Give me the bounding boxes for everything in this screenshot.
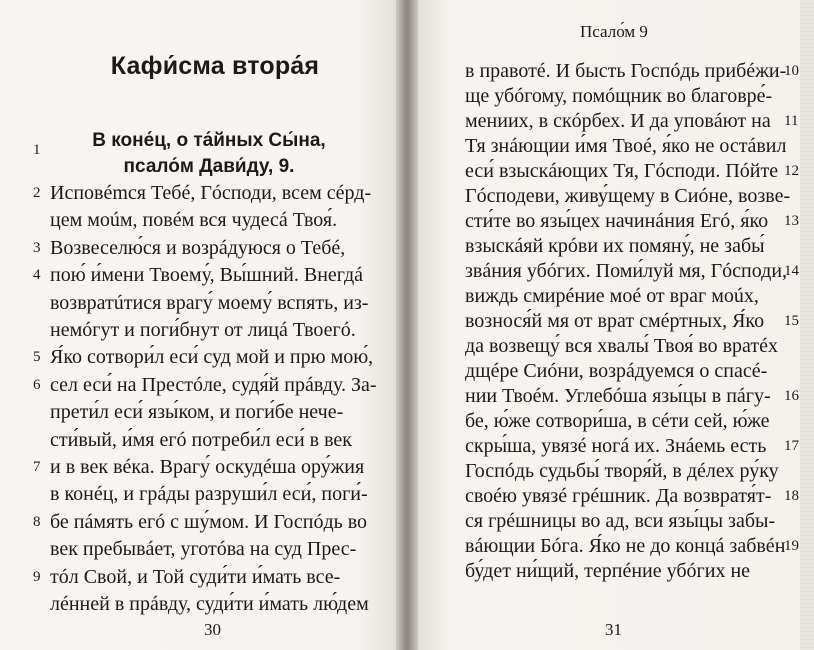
text-line: лéнней в прáвду, суди́ти и́мать лю́дем (50, 593, 369, 615)
text-line: тóл Свой, и Той суди́ти и́мать все- (50, 566, 341, 588)
verse-number: 18 (784, 488, 799, 504)
page-edges (800, 0, 814, 650)
text-line: Я́ко сотвори́л еси́ суд мой и прю мою́, (50, 346, 374, 368)
text-line: и в век вéка. Врагу́ оскудéша ору́жия (50, 456, 365, 478)
book-spine (396, 0, 418, 650)
text-line: Возвеселю́ся и возрáдуюся о Тебé, (50, 237, 346, 259)
verse-number: 10 (784, 63, 799, 79)
text-line: бе пáмять егó с шу́мом. И Госпóдь во (50, 511, 368, 533)
inscription-verse-number: 1 (33, 142, 41, 158)
text-line: век пребывáет, уготóва на суд Прес- (50, 538, 357, 560)
running-title: Псало́м 9 (580, 22, 648, 41)
verse-number: 6 (33, 377, 41, 393)
text-line: звáния убóгих. Поми́луй мя, Гóсподи, (465, 260, 788, 282)
text-line: возвратúтися врагу́ моему́ вспять, из- (50, 292, 369, 314)
verse-number: 15 (784, 313, 799, 329)
text-line: немóгут и поги́бнут от лицá Твоегó. (50, 319, 356, 341)
verse-number: 9 (33, 569, 41, 585)
text-line: взыскáяй крóви их помяну́, не забы́ (465, 235, 765, 257)
text-line: своéю увязé грéшник. Да возвратя́т- (465, 485, 772, 507)
verse-number: 13 (784, 213, 799, 229)
text-line: прети́л еси́ язы́ком, и поги́бе нече- (50, 401, 344, 423)
text-line: ся грéшницы во ад, вси язы́цы забы- (465, 510, 776, 532)
verse-number: 12 (784, 163, 799, 179)
text-line: сти́те во язы́цех начинáния Егó, я́ко (465, 210, 769, 232)
verse-number: 5 (33, 349, 41, 365)
text-line: в конéц, и грáды разруши́л еси́, поги́- (50, 483, 368, 505)
text-line: Госпóдь судьбы́ творя́й, в дéлех ру́ку (465, 460, 779, 482)
text-line: виждь смирéние моé от враг моúх, (465, 285, 759, 307)
verse-number: 4 (33, 267, 41, 283)
text-line: ще убóгому, помóщник во благовре́- (465, 85, 773, 107)
text-line: бе, ю́же сотвори́ша, в сéти сей, ю́же (465, 410, 770, 432)
text-line: скры́ша, увязé ногá их. Знáемь есть (465, 435, 767, 457)
text-line: еси́ взыскáющих Тя, Гóсподи. Пóйте (465, 160, 779, 182)
text-line: нии Твоéм. Углебóша язы́цы в пáгу- (465, 385, 771, 407)
text-line: цем моúм, повéм вся чудесá Твоя́. (50, 209, 338, 231)
text-line: дщéре Сиóни, возрáдуемся о спасé- (465, 360, 768, 382)
text-line: да возвещу́ вся хвалы́ Твоя́ во вратéх (465, 335, 778, 357)
page-number-left: 30 (204, 620, 221, 639)
verse-number: 7 (33, 459, 41, 475)
verse-number: 16 (784, 388, 799, 404)
verse-number: 8 (33, 514, 41, 530)
text-line: вáющии Бóга. Я́ко не до концá забвéн (465, 535, 786, 557)
verse-number: 2 (33, 185, 41, 201)
verse-number: 19 (784, 538, 799, 554)
text-line: бу́дет ни́щий, терпéние убóгих не (465, 560, 751, 582)
text-line: пою́ и́мени Твоему́, Вы́шний. Внегдá (50, 264, 364, 286)
verse-number: 17 (784, 438, 799, 454)
text-line: вознося́й мя от врат смéртных, Я́ко (465, 310, 765, 332)
text-line: сти́вый, и́мя егó потреби́л еси́ в век (50, 429, 353, 451)
verse-number: 3 (33, 240, 41, 256)
page-number-right: 31 (605, 620, 622, 639)
text-line: Тя знáющии и́мя Твоé, я́ко не остáвил (465, 135, 787, 157)
text-line: сел еси́ на Престóле, судя́й прáвду. За- (50, 374, 377, 396)
text-line: Исповémся Тебé, Гóсподи, всем сéрд- (50, 182, 372, 204)
kathisma-title: Кафи́сма втора́я (110, 52, 320, 80)
verse-number: 11 (784, 113, 799, 129)
verse-number: 14 (784, 263, 799, 279)
text-line: в правотé. И бысть Госпóдь прибéжи- (465, 60, 787, 82)
psalm-inscription: В коне́ц, о та́йных Сы́на, псало́м Дави́ду, 9. (92, 130, 326, 177)
text-line: мениих, в скóрбех. И да уповáют на (465, 110, 771, 132)
text-line: Гóсподеви, живу́щему в Сиóне, возве- (465, 185, 791, 207)
